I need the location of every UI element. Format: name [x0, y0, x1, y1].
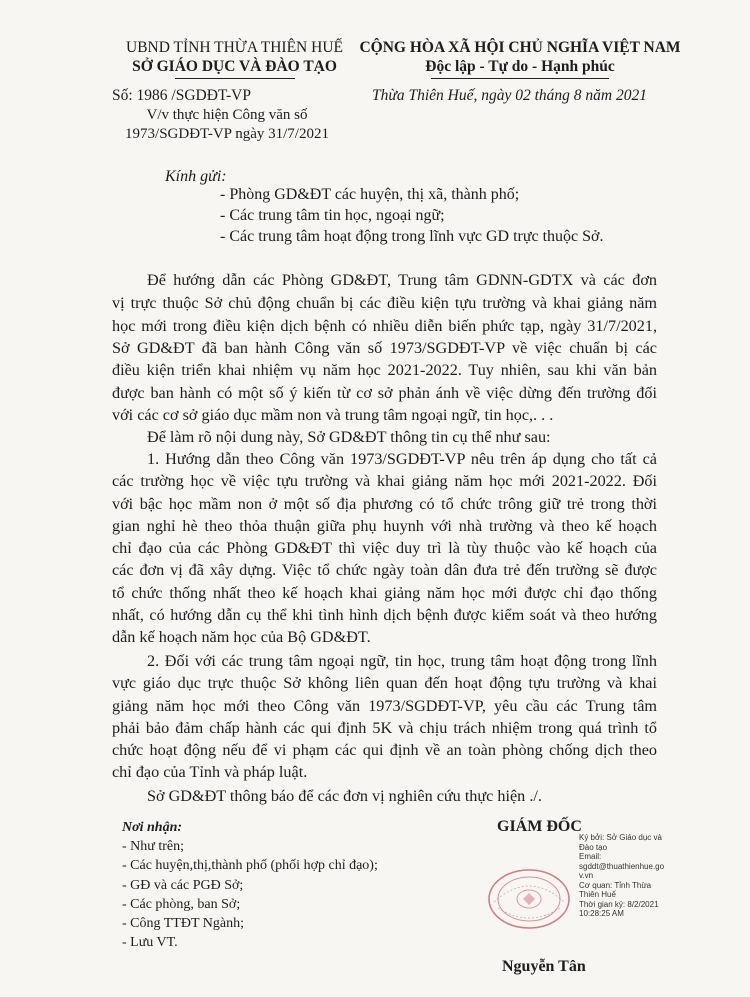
nation-underline — [431, 78, 609, 79]
signer-name: Nguyễn Tân — [502, 958, 586, 975]
greeting: Kính gửi: — [165, 168, 227, 185]
body-line: giảng năm học mới theo Công văn 1973/SGDĐT-VP, yêu cầu các Trung tâm — [112, 697, 657, 715]
body-line: chỉ đạo của các Phòng GD&ĐT thì việc duy trì là tùy thuộc vào kế hoạch của — [112, 539, 657, 557]
recipients-title: Nơi nhận: — [122, 820, 183, 835]
agency-underline — [175, 78, 295, 79]
recipients-item: - Như trên; — [122, 839, 185, 854]
body-line: các trường học về việc tựu trường và khai giảng năm học mới 2021-2022. Đối — [112, 472, 657, 490]
agency-line-1: UBND TỈNH THỪA THIÊN HUẾ — [126, 39, 343, 56]
digital-signature-line: sgddt@thuathienhue.go — [579, 861, 665, 871]
subject-line-2: 1973/SGDĐT-VP ngày 31/7/2021 — [125, 126, 329, 142]
nation-line-2: Độc lập - Tự do - Hạnh phúc — [425, 58, 615, 75]
body-line: học mới trong điều kiện dịch bệnh có nhiều diễn biến phức tạp, ngày 31/7/2021, — [112, 317, 657, 335]
recipients-item: - Lưu VT. — [122, 935, 178, 950]
agency-line-2: SỞ GIÁO DỤC VÀ ĐÀO TẠO — [132, 58, 337, 75]
body-line: chỉ đạo của Tỉnh và pháp luật. — [112, 763, 308, 781]
body-line: Sở GD&ĐT đã ban hành Công văn số 1973/SGDĐT-VP về việc chuẩn bị các — [112, 339, 657, 357]
recipient-line: - Các trung tâm hoạt động trong lĩnh vực GD trực thuộc Sở. — [220, 228, 604, 245]
digital-signature-line: Ký bởi: Sở Giáo dục và — [579, 833, 662, 842]
body-line: nhất, có hướng dẫn cụ thể khi tình hình dịch bệnh được kiểm soát và theo hướng — [112, 606, 657, 624]
body-line: các đơn vị đã xây dựng. Việc tổ chức ngày toàn dân đưa trẻ đến trường sẽ được — [112, 561, 657, 579]
digital-signature-info — [579, 833, 699, 919]
body-line: dẫn kế hoạch năm học của Bộ GD&ĐT. — [112, 628, 371, 646]
body-line: được ban hành có một số ý kiến từ cơ sở phản ánh về việc dừng đến trường đối — [112, 384, 657, 402]
recipient-line: - Các trung tâm tin học, ngoại ngữ; — [220, 207, 445, 224]
recipients-item: - Các phòng, ban Sở; — [122, 897, 241, 912]
body-line: phải bảo đảm chấp hành các qui định 5K và chịu trách nhiệm trong quá trình tổ — [112, 719, 657, 737]
recipient-line: - Phòng GD&ĐT các huyện, thị xã, thành phố; — [220, 186, 520, 203]
subject-line-1: V/v thực hiện Công văn số — [146, 107, 308, 123]
digital-signature-line: Cơ quan: Tỉnh Thừa — [579, 880, 652, 890]
body-line: 1. Hướng dẫn theo Công văn 1973/SGDĐT-VP nêu trên áp dụng cho tất cả — [147, 450, 657, 468]
digital-signature-line: Thiên Huế — [579, 890, 616, 899]
digital-signature-line: Email: — [579, 852, 602, 861]
digital-signature-line: Thời gian ký: 8/2/2021 — [579, 899, 659, 909]
document-subject — [112, 106, 342, 144]
document-number: Số: 1986 /SGDĐT-VP — [112, 87, 251, 104]
body-line: với bậc học mầm non ở một số địa phương có tổ chức trông giữ trẻ trong thời — [112, 495, 657, 513]
digital-signature-line: Đào tạo — [579, 842, 608, 852]
digital-signature-line: 10:28:25 AM — [579, 909, 624, 918]
signer-position: GIÁM ĐỐC — [497, 818, 582, 835]
recipients-item: - Các huyện,thị,thành phố (phối hợp chỉ đạo); — [122, 858, 378, 873]
body-line: vực giáo dục trực thuộc Sở không liên quan đến hoạt động tựu trường và khai — [112, 674, 657, 692]
body-line: 2. Đối với các trung tâm ngoại ngữ, tin học, trung tâm hoạt động trong lĩnh — [147, 652, 657, 670]
body-line: Để hướng dẫn các Phòng GD&ĐT, Trung tâm GDNN-GDTX và các đơn — [147, 271, 657, 289]
body-line: tổ chức thống nhất theo kế hoạch khai giảng năm học mới được chỉ đạo thống — [112, 584, 657, 602]
recipients-item: - GĐ và các PGĐ Sở; — [122, 878, 244, 893]
digital-signature-line: v.vn — [579, 871, 594, 880]
agency-header — [112, 38, 357, 79]
body-line: vị trực thuộc Sở chủ động chuẩn bị các điều kiện tựu trường và khai giảng năm — [112, 294, 657, 312]
body-line: điều kiện triển khai nhiệm vụ năm học 2021-2022. Tuy nhiên, sau khi văn bản — [112, 361, 657, 379]
body-line: chức hoạt động nếu để vi phạm các qui định về an toàn phòng chống dịch theo — [112, 741, 657, 759]
body-line: Để làm rõ nội dung này, Sở GD&ĐT thông tin cụ thể như sau: — [147, 428, 551, 446]
official-seal-icon — [484, 866, 574, 932]
body-line: Sở GD&ĐT thông báo để các đơn vị nghiên cứu thực hiện ./. — [147, 787, 542, 805]
nation-line-1: CỘNG HÒA XÃ HỘI CHỦ NGHĨA VIỆT NAM — [359, 39, 681, 56]
document-date: Thừa Thiên Huế, ngày 02 tháng 8 năm 2021 — [372, 87, 647, 104]
recipients-item: - Công TTĐT Ngành; — [122, 916, 244, 931]
body-line: với các cơ sở giáo dục mầm non và trung tâm ngoại ngữ, tin học,. . . — [112, 406, 554, 424]
nation-header — [355, 38, 685, 79]
body-line: gian nghỉ hè theo thỏa thuận giữa phụ huynh với nhà trường và theo kế hoạch — [112, 517, 657, 535]
